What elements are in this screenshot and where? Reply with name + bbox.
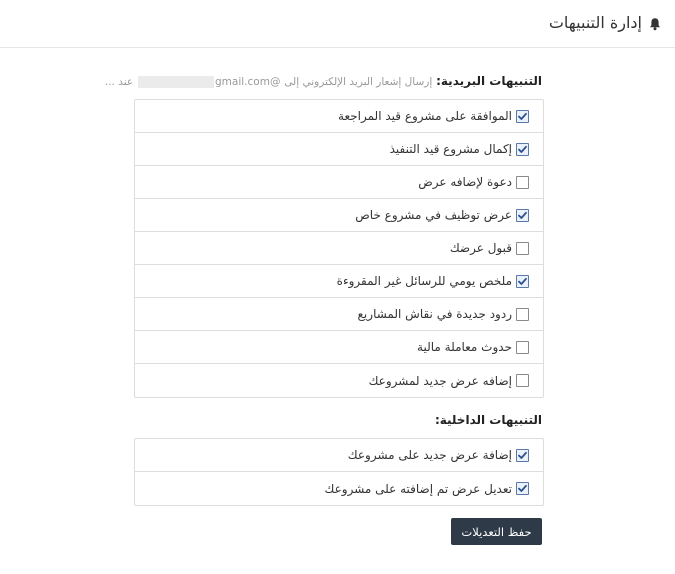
page-title: إدارة التنبيهات	[548, 13, 642, 32]
email-options-list	[134, 99, 544, 398]
email-suffix: @gmail.com	[215, 76, 281, 88]
checkbox-checked[interactable]	[516, 482, 529, 495]
email-section-trailing: عند ...	[104, 76, 134, 88]
internal-options-list	[134, 438, 544, 506]
email-section-heading	[104, 74, 542, 88]
email-option-row[interactable]	[135, 331, 543, 364]
internal-option-label: تعديل عرض تم إضافته على مشروعك	[324, 481, 512, 496]
bell-icon	[648, 16, 662, 30]
checkbox-unchecked[interactable]	[516, 242, 529, 255]
email-option-label: دعوة لإضافه عرض	[418, 175, 512, 189]
checkbox-checked[interactable]	[516, 209, 529, 222]
checkbox-unchecked[interactable]	[516, 374, 529, 387]
email-option-label: ملخص يومي للرسائل غير المقروءة	[336, 274, 512, 288]
email-option-row[interactable]	[135, 199, 543, 232]
email-option-row[interactable]	[135, 100, 543, 133]
email-option-label: قبول عرضك	[449, 241, 512, 255]
checkbox-checked[interactable]	[516, 449, 529, 462]
email-option-row[interactable]	[135, 232, 543, 265]
email-option-row[interactable]	[135, 364, 543, 397]
email-option-row[interactable]	[135, 265, 543, 298]
internal-option-row[interactable]	[135, 472, 543, 505]
internal-section-title: التنبيهات الداخلية:	[434, 413, 542, 427]
page-header	[0, 0, 675, 48]
checkbox-checked[interactable]	[516, 275, 529, 288]
email-option-label: إضافه عرض جديد لمشروعك	[368, 373, 512, 388]
checkbox-unchecked[interactable]	[516, 341, 529, 354]
email-option-row[interactable]	[135, 298, 543, 331]
email-address	[137, 76, 280, 88]
header-title-group	[549, 13, 662, 32]
checkbox-unchecked[interactable]	[516, 176, 529, 189]
email-option-label: إكمال مشروع قيد التنفيذ	[389, 142, 512, 156]
checkbox-checked[interactable]	[516, 110, 529, 123]
email-option-label: ردود جديدة في نقاش المشاريع	[357, 307, 512, 321]
email-option-label: عرض توظيف في مشروع خاص	[355, 208, 512, 222]
email-section-description: إرسال إشعار البريد الإلكتروني إلى	[284, 76, 433, 88]
save-changes-button[interactable]: حفظ التعديلات	[451, 518, 542, 545]
email-option-label: الموافقة على مشروع قيد المراجعة	[338, 109, 512, 123]
email-section-title: التنبيهات البريدية:	[436, 74, 542, 88]
internal-section-heading	[134, 413, 542, 427]
email-option-row[interactable]	[135, 133, 543, 166]
internal-option-label: إضافة عرض جديد على مشروعك	[347, 448, 512, 462]
checkbox-checked[interactable]	[516, 143, 529, 156]
email-option-row[interactable]	[135, 166, 543, 199]
email-option-label: حدوث معاملة مالية	[417, 340, 512, 354]
checkbox-unchecked[interactable]	[516, 308, 529, 321]
masked-email-block	[138, 76, 214, 88]
internal-option-row[interactable]	[135, 439, 543, 472]
